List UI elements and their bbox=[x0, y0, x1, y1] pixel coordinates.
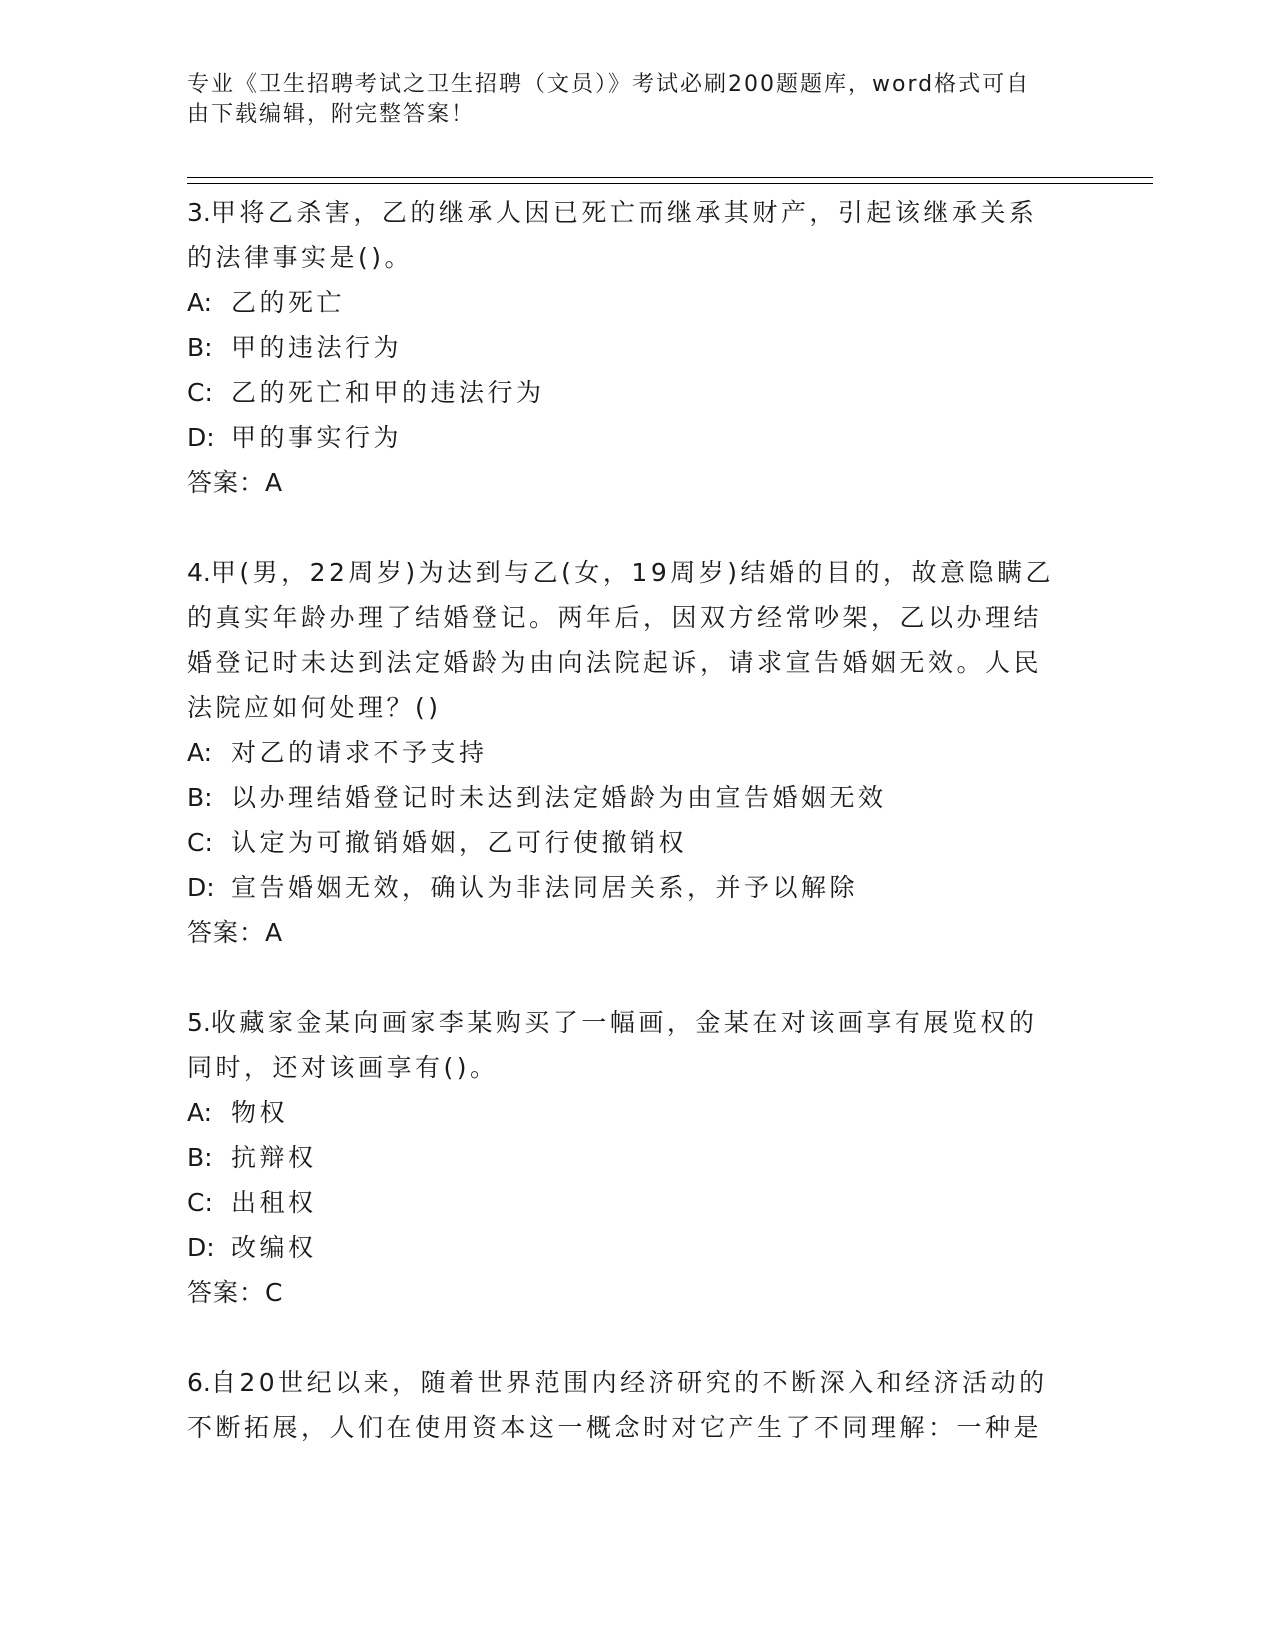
question-text bbox=[187, 190, 1077, 235]
option-a bbox=[187, 730, 1077, 775]
question-text bbox=[187, 550, 1077, 595]
option-letter: D: bbox=[187, 423, 215, 452]
option-letter: A: bbox=[187, 288, 213, 317]
option-b bbox=[187, 325, 1077, 370]
option-c bbox=[187, 1180, 1077, 1225]
question-4 bbox=[187, 550, 1077, 955]
option-text: 抗辩权 bbox=[231, 1143, 317, 1172]
question-line: 收藏家金某向画家李某购买了一幅画，金某在对该画享有展览权的 bbox=[210, 1008, 1038, 1037]
question-line: 甲将乙杀害，乙的继承人因已死亡而继承其财产，引起该继承关系 bbox=[210, 198, 1038, 227]
question-3 bbox=[187, 190, 1077, 505]
answer-label: 答案： bbox=[187, 918, 266, 947]
question-text bbox=[187, 1360, 1077, 1405]
option-text: 甲的违法行为 bbox=[231, 333, 403, 362]
question-line: 同时，还对该画享有()。 bbox=[187, 1053, 499, 1082]
option-d bbox=[187, 1225, 1077, 1270]
option-text: 乙的死亡 bbox=[231, 288, 346, 317]
option-text: 出租权 bbox=[231, 1188, 317, 1217]
answer-value: A bbox=[265, 918, 283, 947]
answer-label: 答案： bbox=[187, 468, 266, 497]
option-text: 改编权 bbox=[231, 1233, 317, 1262]
header-rule-bottom bbox=[187, 183, 1153, 184]
option-a bbox=[187, 280, 1077, 325]
question-number: 4. bbox=[187, 558, 211, 587]
question-number: 6. bbox=[187, 1368, 211, 1397]
question-list bbox=[187, 190, 1077, 1450]
option-letter: D: bbox=[187, 1233, 215, 1262]
option-letter: B: bbox=[187, 783, 213, 812]
answer-label: 答案： bbox=[187, 1278, 266, 1307]
header-line-1: 专业《卫生招聘考试之卫生招聘（文员）》考试必刷200题题库，word格式可自 bbox=[187, 72, 1031, 97]
option-text: 以办理结婚登记时未达到法定婚龄为由宣告婚姻无效 bbox=[231, 783, 887, 812]
option-text: 甲的事实行为 bbox=[231, 423, 403, 452]
question-line: 甲(男，22周岁)为达到与乙(女，19周岁)结婚的目的，故意隐瞒乙 bbox=[210, 558, 1054, 587]
option-d bbox=[187, 415, 1077, 460]
option-letter: A: bbox=[187, 1098, 213, 1127]
question-line: 不断拓展，人们在使用资本这一概念时对它产生了不同理解：一种是 bbox=[187, 1413, 1043, 1442]
question-spacer bbox=[187, 955, 1077, 1000]
document-header bbox=[187, 70, 1067, 130]
option-letter: C: bbox=[187, 1188, 213, 1217]
header-line-2: 由下载编辑，附完整答案！ bbox=[187, 102, 476, 127]
option-c bbox=[187, 820, 1077, 865]
question-number: 5. bbox=[187, 1008, 211, 1037]
question-text bbox=[187, 1000, 1077, 1045]
question-number: 3. bbox=[187, 198, 211, 227]
question-line: 法院应如何处理？() bbox=[187, 693, 442, 722]
answer-value: A bbox=[265, 468, 283, 497]
question-line: 婚登记时未达到法定婚龄为由向法院起诉，请求宣告婚姻无效。人民 bbox=[187, 648, 1043, 677]
option-text: 宣告婚姻无效，确认为非法同居关系，并予以解除 bbox=[231, 873, 859, 902]
option-b bbox=[187, 775, 1077, 820]
answer-line bbox=[187, 1270, 1077, 1315]
question-line: 的真实年龄办理了结婚登记。两年后，因双方经常吵架，乙以办理结 bbox=[187, 603, 1043, 632]
option-letter: A: bbox=[187, 738, 213, 767]
answer-line bbox=[187, 460, 1077, 505]
option-letter: D: bbox=[187, 873, 215, 902]
answer-value: C bbox=[265, 1278, 283, 1307]
question-spacer bbox=[187, 505, 1077, 550]
question-line: 的法律事实是()。 bbox=[187, 243, 414, 272]
option-c bbox=[187, 370, 1077, 415]
question-spacer bbox=[187, 1315, 1077, 1360]
option-letter: B: bbox=[187, 333, 213, 362]
option-letter: B: bbox=[187, 1143, 213, 1172]
option-d bbox=[187, 865, 1077, 910]
option-text: 乙的死亡和甲的违法行为 bbox=[231, 378, 545, 407]
option-a bbox=[187, 1090, 1077, 1135]
option-text: 物权 bbox=[231, 1098, 289, 1127]
option-text: 对乙的请求不予支持 bbox=[231, 738, 488, 767]
question-5 bbox=[187, 1000, 1077, 1315]
question-line: 自20世纪以来，随着世界范围内经济研究的不断深入和经济活动的 bbox=[210, 1368, 1048, 1397]
option-text: 认定为可撤销婚姻，乙可行使撤销权 bbox=[231, 828, 688, 857]
question-6 bbox=[187, 1360, 1077, 1450]
header-rule-top bbox=[187, 177, 1153, 178]
option-letter: C: bbox=[187, 378, 213, 407]
option-b bbox=[187, 1135, 1077, 1180]
answer-line bbox=[187, 910, 1077, 955]
option-letter: C: bbox=[187, 828, 213, 857]
